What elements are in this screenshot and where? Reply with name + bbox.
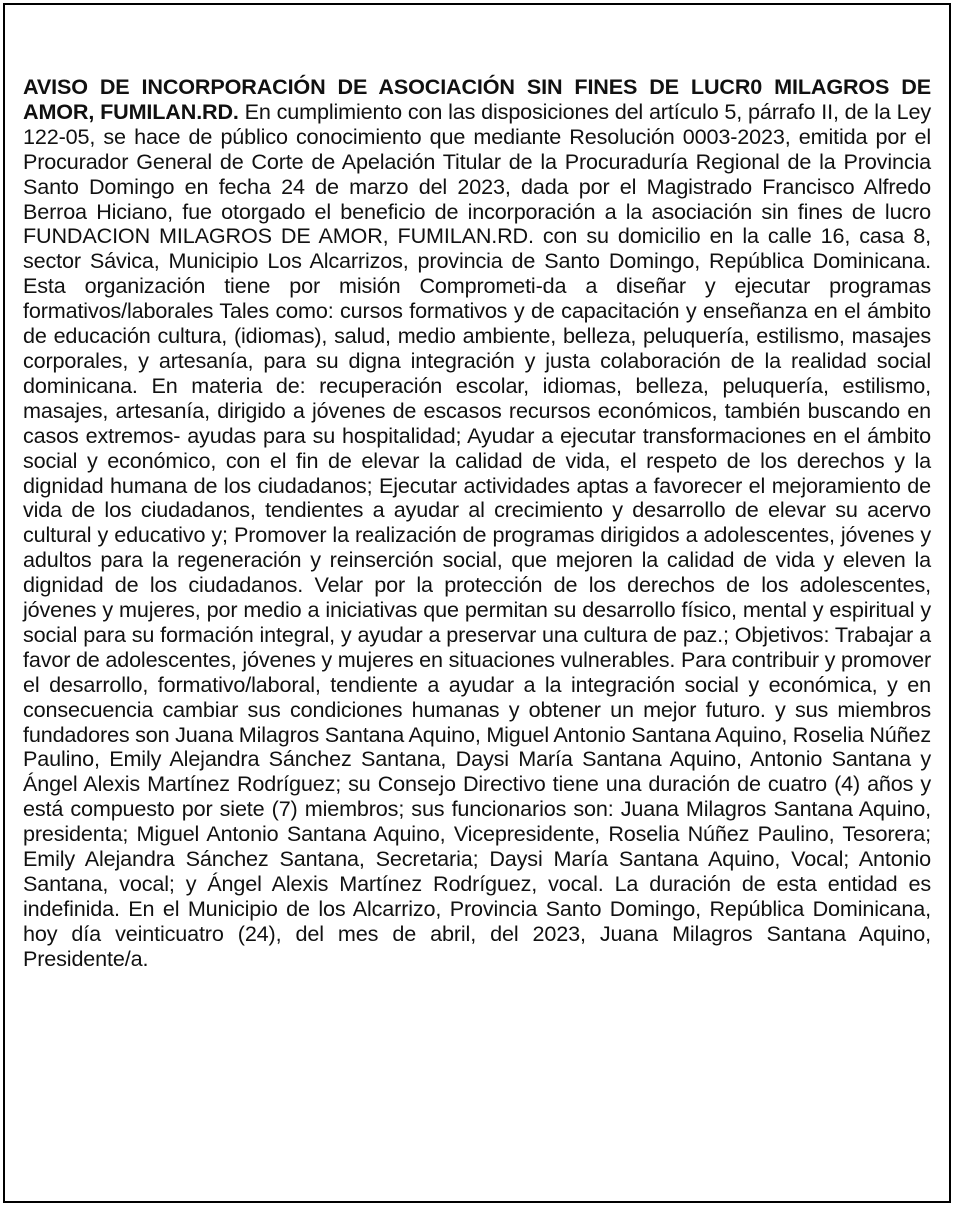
notice-text: En cumplimiento con las disposiciones del artículo 5, párrafo II, de la Ley 122-05, se hace de público conocimiento que mediante Resolución 0003-2023, emitida por el Procurador General de Corte de Apelación Titular de la Procuraduría Regional de la Provincia Santo Domingo en fecha 24 de marzo del 2023, dada por el Magistrado Francisco Alfredo Berroa Hiciano, fue otorgado el beneficio de incorporación a la asociación sin fines de lucro FUNDACION MILAGROS DE AMOR, FUMILAN.RD. con su domicilio en la calle 16, casa 8, sector Sávica, Municipio Los Alcarrizos, provincia de Santo Domingo, República Dominicana. Esta organización tiene por misión Comprometi-da a diseñar y ejecutar programas formativos/laborales Tales como: cursos formativos y de capacitación y enseñanza en el ámbito de educación cultura, (idiomas), salud, medio ambiente, belleza, peluquería, estilismo, masajes corporales, y artesanía, para su digna integración y justa colaboración de la realidad social dominicana. En materia de: recuperación escolar, idiomas, belleza, peluquería, estilismo, masajes, artesanía, dirigido a jóvenes de escasos recursos económicos, también buscando en casos extremos- ayudas para su hospitalidad; Ayudar a ejecutar transformaciones en el ámbito social y económico, con el fin de elevar la calidad de vida, el respeto de los derechos y la dignidad humana de los ciudadanos; Ejecutar actividades aptas a favorecer el mejoramiento de vida de los ciudadanos, tendientes a ayudar al crecimiento y desarrollo de elevar su acervo cultural y educativo y; Promover la realización de programas dirigidos a adolescentes, jóvenes y adultos para la regeneración y reinserción social, que mejoren la calidad de vida y eleven la dignidad de los ciudadanos. Velar por la protección de los derechos de los adolescentes, jóvenes y mujeres, por medio a iniciativas que permitan su desarrollo físico, mental y espiritual y social para su formación integral, y ayudar a preservar una cultura de paz.; Objetivos: Trabajar a favor de adolescentes, jóvenes y mujeres en situaciones vulnerables. Para contribuir y promover el desarrollo, formativo/laboral, tendiente a ayudar a la integración social y económica, y en consecuencia cambiar sus condiciones humanas y obtener un mejor futuro. y sus miembros fundadores son Juana Milagros Santana Aquino, Miguel Antonio Santana Aquino, Roselia Núñez Paulino, Emily Alejandra Sánchez Santana, Daysi María Santana Aquino, Antonio Santana y Ángel Alexis Martínez Rodríguez; su Consejo Directivo tiene una duración de cuatro (4) años y está compuesto por siete (7) miembros; sus funcionarios son: Juana Milagros Santana Aquino, presidenta; Miguel Antonio Santana Aquino, Vicepresidente, Roselia Núñez Paulino, Tesorera; Emily Alejandra Sánchez Santana, Secretaria; Daysi María Santana Aquino, Vocal; Antonio Santana, vocal; y Ángel Alexis Martínez Rodríguez, vocal. La duración de esta entidad es indefinida. En el Municipio de los Alcarrizo, Provincia Santo Domingo, República Dominicana, hoy día veinticuatro (24), del mes de abril, del 2023, Juana Milagros Santana Aquino, Presidente/a.	[23, 98, 931, 971]
notice-body	[23, 75, 931, 972]
notice-frame	[3, 3, 951, 1203]
notice-title: AVISO DE INCORPORACIÓN DE ASOCIACIÓN SIN FINES DE LUCR0 MILAGROS DE AMOR, FUMILAN.RD.	[23, 74, 931, 124]
